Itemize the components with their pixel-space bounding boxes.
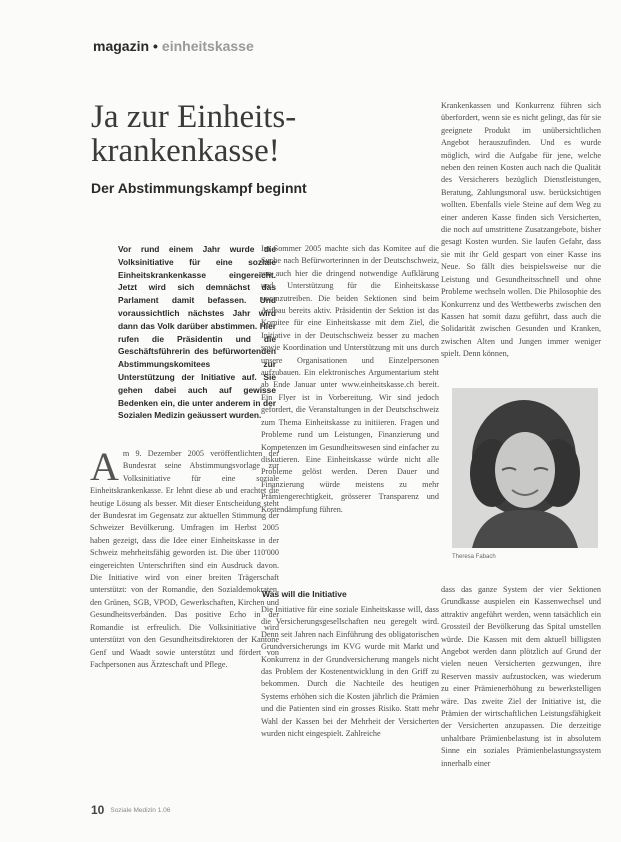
article-subtitle: Der Abstimmungskampf beginnt <box>91 180 307 196</box>
title-line-2: krankenkasse! <box>91 133 280 169</box>
body-column-2-lower: Die Initiative für eine soziale Einheitskasse will, dass die Versicherungsgesellschaften neu geregelt wird. Denn seit Jahren nach Einführung des obligatorischen Grundversicherungs im KVG wurde mit Markt und Konkurrenz in der Grundversicherung mangels nicht das Problem der Kostenentwicklung in den Griff zu bekommen. Durch die Nachteile des heutigen Systems erhöhen sich die Kosten jährlich die Prämien und die Patienten sind ein grosses Risiko. Statt mehr Wahl der Kassen bei der Mehrheit der Versicherten wurden nicht eingespielt. Zahlreiche <box>261 605 439 739</box>
issue-label: Soziale Medizin 1.06 <box>110 807 171 814</box>
article-title <box>91 100 296 168</box>
body-column-1 <box>90 448 279 783</box>
body-column-2: Im Sommer 2005 machte sich das Komitee auf die Suche nach Befürworterinnen in der Deutschschweiz, um auch hier die dringend notwendige Aufklärung und Unterstützung für die Einheitskasse voranzutreiben. Die beiden Sektionen sind beim Aufbau bereits aktiv. Präsidentin der Sektion ist das Komitee für eine Einheitskasse mit dem Ziel, die Initiative in der Deutschschweiz besser zu machen sowie Koordination und Unterstützung mit uns durch unsere Organisationen und Einzelpersonen aufzubauen. Ein elektronisches Argumentarium steht ab Ende Januar unter www.einheitskasse.ch bereit. Ein Flyer ist in Vorbereitung. Wir sind jedoch gefordert, die Veranstaltungen in der Deutschschweiz zum Thema Einheitskasse zu initiieren. Fragen und Probleme rund um Leistungen, Finanzierung und Kompetenzen im Gesundheitswesen sind einfacher zu diskutieren. Eine Einheitskasse würde nicht alle Probleme gelöst werden. Deren Dauer und Finanzierung würde meistens zu mehr Prämiengerechtigkeit, grösserer Transparenz und Kostendämpfung führen. <box>261 244 439 514</box>
section-heading: Was will die Initiative <box>262 589 347 599</box>
page-footer <box>91 803 170 817</box>
drop-cap: A <box>90 448 119 489</box>
article-lead: Vor rund einem Jahr wurde die Volksinitiative für eine soziale Einheitskrankenkasse eingereicht. Jetzt wird sich demnächst das Parlament damit befassen. Und voraussichtlich nächstes Jahr wird dann das Volk darüber abstimmen. Hier rufen die Präsidentin und die Geschäftsführerin des befürwortenden Abstimmungskomitees zur Unterstützung der Initiative auf. Sie gehen dabei auch auf gewisse Bedenken ein, die unter anderem in der Sozialen Medizin geäussert wurden. <box>118 244 276 421</box>
body-column-3-lower: dass das ganze System der vier Sektionen Grundkasse auspielen ein Kassenwechsel und attraktiv angeführt werden, wenn tatsächlich ein Grossteil der Bevölkerung das Spital umstellen würde. Die Kassen mit dem aktuell billigsten Angebot werden dann plötzlich auf Grund der vielen neuen Versicherten gezwungen, ihre Reserven massiv aufzustocken, was wiederum zu einer Prämienerhöhung zu bewerkstelligen wäre. Das zweite Ziel der Initiative ist, die Prämien der wirtschaftlichen Leistungsfähigkeit der Versicherten anzupassen. Die derzeitige unhaltbare Prämienbelastung ist in absolutem Sinne ein soziales Prämienbelastungssystem innerhalb einer <box>441 585 601 768</box>
bullet-separator: • <box>153 38 158 54</box>
section-name: magazin <box>93 38 150 54</box>
section-header <box>93 38 254 54</box>
portrait-photo <box>452 388 598 548</box>
body-column-3: Krankenkassen und Konkurrenz führen sich überfordert, wenn sie es nicht gelingt, das für sie geeignete Produkt im unübersichtlichen Angebot herauszufinden. Und es wurde möglich, wird die Aufgabe für jene, welche neben den reinen Kosten auch nach die Qualität des Versicherers bezüglich Dienstleistungen, Beratung, Zahlungsmoral usw. berücksichtigen wollten. Ebenfalls viele Steine auf dem Weg zu einer anderen Kasse finden sich Versicherten, die noch auf umstrittene Zusatzangebote, bisher gesagt Kosten wurden. Sie laufen Gefahr, dass sie mit ihr Geld gespart von einer Kasse ins Neue. So fällt dies beispielsweise nur die Leistung und Gesundheitsschnell und ohne Probleme wechseln wollen. Die Philosophie des Konkurrenz und des Wettbewerbs zwischen den Kassen hat somit dazu geführt, dass auch die Solidarität zwischen Gesunden und Kranken, zwischen Alten und Jungen immer weniger spielt. Denn können, <box>441 101 601 359</box>
subsection-name: einheitskasse <box>161 38 254 54</box>
photo-caption: Theresa Fabach <box>452 554 496 560</box>
page-number: 10 <box>91 803 105 817</box>
column-1-text: m 9. Dezember 2005 veröffentlichten der Bundesrat seine Abstimmungsvorlage zur Volksinitiative für eine soziale Einheitskrankenkasse. Er lehnt diese ab und erachtet die heutige Lösung als besser. Mit dieser Entscheidung steht der Bundesrat im Gegensatz zur aktuellen Stimmung der Schweizer Bevölkerung. Umfragen im Herbst 2005 haben gezeigt, dass die Idee einer Einheitskasse in der Schweiz mehrheitsfähig geworden ist. Die über 110'000 eingereichten Unterschriften sind ein Ausdruck davon. Die Initiative wird von einer breiten Trägerschaft unterstützt: von der Romandie, den Sozialdemokraten, den Grünen, SGB, VPOD, Gewerkschaften, Kirchen und Gesundheitsverbänden. Das positive Echo in der Romandie ist erfreulich. Die Volksinitiative wird unterstützt von den Gesundheitsdirektoren der Kantone Genf und Waadt sowie unterstützt und fördert von Fachpersonen aus Ärzteschaft und Pflege. <box>90 449 279 669</box>
portrait-image <box>452 388 598 548</box>
title-line-1: Ja zur Einheits- <box>91 99 297 135</box>
